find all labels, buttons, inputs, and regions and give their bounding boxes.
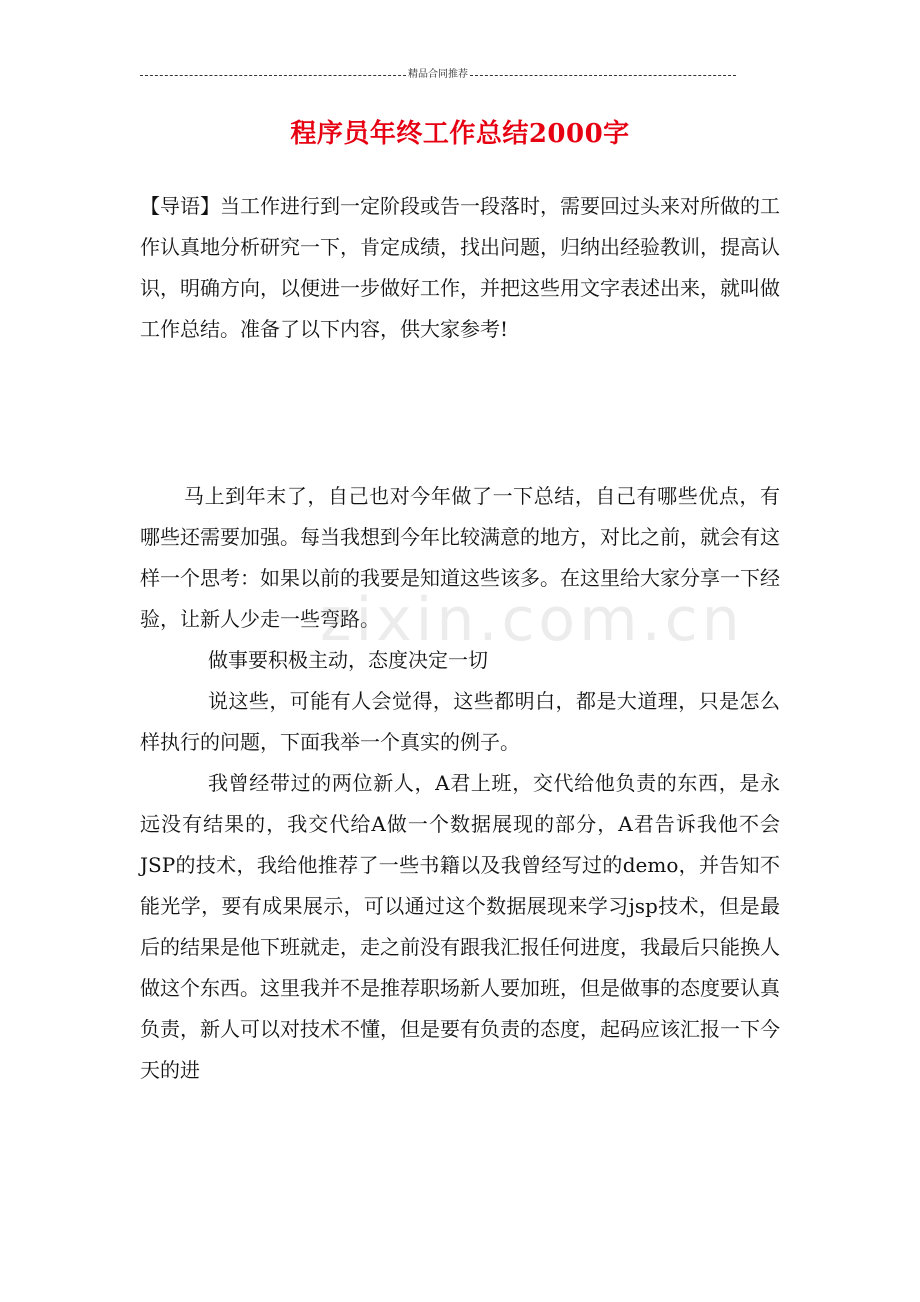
paragraph-principle: 说这些，可能有人会觉得，这些都明白，都是大道理，只是怎么样执行的问题，下面我举一个真实的例子。 xyxy=(140,689,780,754)
paragraph-year-end: 马上到年末了，自己也对今年做了一下总结，自己有哪些优点，有哪些还需要加强。每当我想到今年比较满意的地方，对比之前，就会有这样一个思考：如果以前的我要是知道这些该多。在这里给大家分享一下经验，让新人少走一些弯路。 xyxy=(140,484,780,631)
main-section xyxy=(140,476,780,1091)
page-header xyxy=(140,68,736,82)
watermark: zixin.com.cn xyxy=(320,585,744,655)
header-dash-left xyxy=(140,75,406,76)
intro-section xyxy=(140,186,780,350)
paragraph-example: 我曾经带过的两位新人，A君上班，交代给他负责的东西，是永远没有结果的，我交代给A做一个数据展现的部分，A君告诉我他不会JSP的技术，我给他推荐了一些书籍以及我曾经写过的demo，并告知不能光学，要有成果展示，可以通过这个数据展现来学习jsp技术，但是最后的结果是他下班就走，走之前没有跟我汇报任何进度，我最后只能换人做这个东西。这里我并不是推荐职场新人要加班，但是做事的态度要认真负责，新人可以对技术不懂，但是要有负责的态度，起码应该汇报一下今天的进 xyxy=(140,771,780,1082)
intro-paragraph: 【导语】当工作进行到一定阶段或告一段落时，需要回过头来对所做的工作认真地分析研究一下，肯定成绩，找出问题，归纳出经验教训，提高认识，明确方向，以便进一步做好工作，并把这些用文字表述出来，就叫做工作总结。准备了以下内容，供大家参考! xyxy=(140,194,780,341)
header-label: 精品合同推荐 xyxy=(408,69,468,80)
header-dash-right xyxy=(470,75,736,76)
document-title: 程序员年终工作总结2000字 xyxy=(290,119,630,149)
section-heading-attitude: 做事要积极主动，态度决定一切 xyxy=(208,648,488,672)
